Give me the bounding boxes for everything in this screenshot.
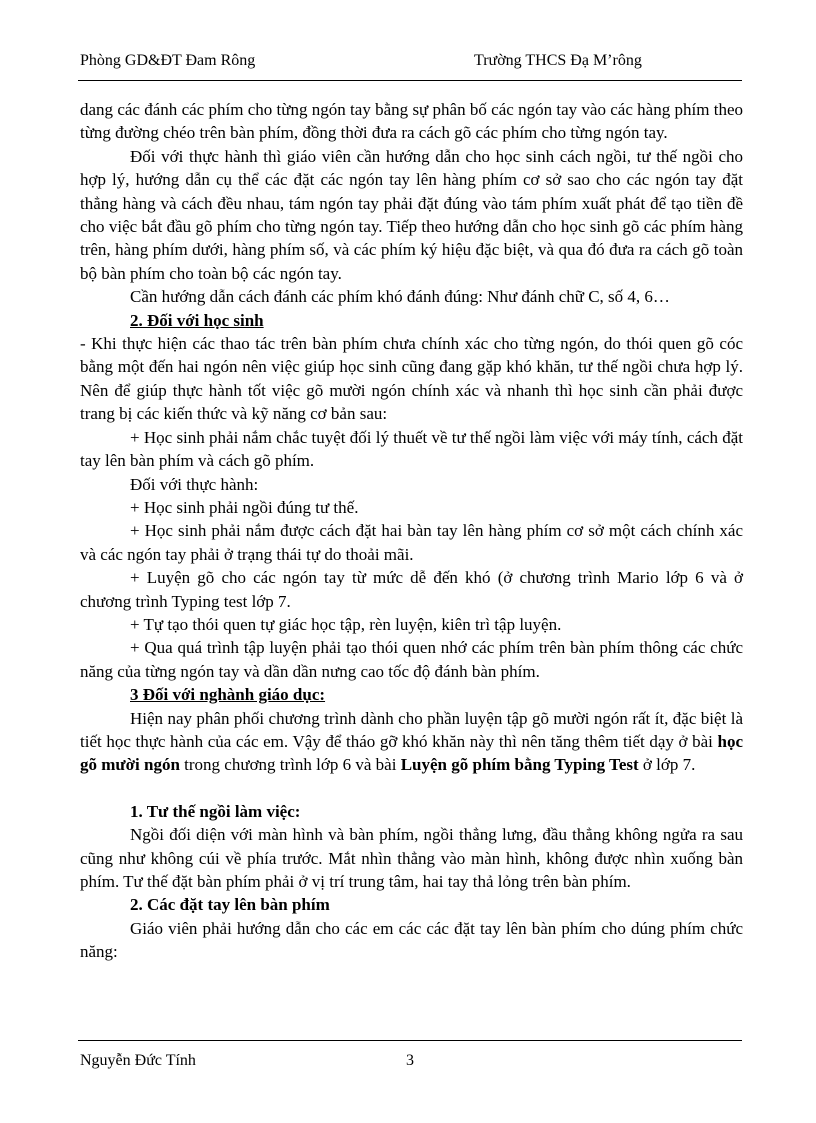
paragraph: dang các đánh các phím cho từng ngón tay bằng sự phân bố các ngón tay vào các hàng phím theo từng đường chéo trên bàn phím, đồng thời đưa ra cách gõ các phím cho từng ngón tay. — [80, 100, 743, 143]
paragraph: Đối với thực hành: — [130, 474, 259, 494]
page-header — [80, 52, 736, 74]
page-number: 3 — [406, 1052, 414, 1069]
paragraph — [80, 707, 743, 777]
list-item: + Tự tạo thói quen tự giác học tập, rèn luyện, kiên trì tập luyện. — [130, 614, 562, 634]
paragraph: Cần hướng dẫn cách đánh các phím khó đánh đúng: Như đánh chữ C, số 4, 6… — [130, 287, 670, 307]
header-school: Trường THCS Đạ M’rông — [474, 52, 642, 69]
footer-divider — [78, 1040, 742, 1041]
bold-text: học gõ mười ngón — [80, 731, 743, 775]
paragraph: - Khi thực hiện các thao tác trên bàn phím chưa chính xác cho từng ngón, do thói quen gõ cóc bằng một đến hai ngón nên việc giúp học sinh cũng đang gặp khó khăn, tư thế ngồi chưa hợp lý. Nên để giúp thực hành tốt việc gõ mười ngón chính xác và nhanh thì học sinh cần phải được trang bị các kiến thức và kỹ năng cơ bản sau: — [80, 334, 743, 424]
text-run: Hiện nay phân phối chương trình dành cho phần luyện tập gõ mười ngón rất ít, đặc biệt là tiết học thực hành của các em. Vậy để tháo gỡ khó khăn này thì nên tăng thêm tiết dạy ở bài — [80, 708, 743, 751]
paragraph: Ngồi đối diện với màn hình và bàn phím, ngồi thẳng lưng, đầu thẳng không ngửa ra sau cũng như không cúi về phía trước. Mắt nhìn thẳng vào màn hình, không được nhìn xuống bàn phím. Tư thế đặt bàn phím phải ở vị trí trung tâm, hai tay thả lỏng trên bàn phím. — [80, 825, 743, 891]
list-item: + Qua quá trình tập luyện phải tạo thói quen nhớ các phím trên bàn phím thông các chức năng của từng ngón tay và dần dần nưng cao tốc độ đánh bàn phím. — [80, 638, 743, 681]
section-heading-education: 3 Đối với nghành giáo dục: — [130, 685, 326, 705]
section-heading-students: 2. Đối với học sinh — [130, 310, 264, 330]
subheading-hand-placement: 2. Các đặt tay lên bàn phím — [130, 895, 330, 915]
bold-text: Luyện gõ phím bằng Typing Test — [400, 755, 639, 775]
text-run: ở lớp 7. — [638, 755, 696, 775]
text-run: trong chương trình lớp 6 và bài — [179, 755, 401, 775]
list-item: + Học sinh phải ngồi đúng tư thế. — [130, 497, 359, 517]
document-body — [80, 98, 743, 964]
footer-author: Nguyễn Đức Tính — [80, 1052, 196, 1069]
list-item: + Học sinh phải nắm được cách đặt hai bàn tay lên hàng phím cơ sở một cách chính xác và các ngón tay phải ở trạng thái tự do thoải mãi. — [80, 521, 743, 564]
list-item: + Luyện gõ cho các ngón tay từ mức dễ đến khó (ở chương trình Mario lớp 6 và ở chương trình Typing test lớp 7. — [80, 568, 743, 611]
paragraph: Giáo viên phải hướng dẫn cho các em các các đặt tay lên bàn phím cho dúng phím chức năng: — [80, 918, 743, 962]
header-department: Phòng GD&ĐT Đam Rông — [80, 52, 256, 69]
spacer — [80, 777, 743, 800]
paragraph: + Học sinh phải nắm chắc tuyệt đối lý thuết về tư thế ngồi làm việc với máy tính, cách đặt tay lên bàn phím và cách gõ phím. — [80, 427, 743, 471]
subheading-posture: 1. Tư thế ngồi làm việc: — [130, 801, 301, 821]
header-divider — [78, 80, 742, 81]
paragraph: Đối với thực hành thì giáo viên cần hướng dẫn cho học sinh cách ngồi, tư thế ngồi cho hợp lý, hướng dẫn cụ thể các đặt các ngón tay lên hàng phím cơ sở sao cho các ngón tay đặt thẳng hàng và cách đều nhau, tám ngón tay phải đặt đúng vào tám phím xuất phát để tạo tiền đề cho việc bắt đầu gõ phím cho từng ngón tay. Tiếp theo hướng dẫn cho học sinh gõ các phím hàng trên, hàng phím dưới, hàng phím số, và các phím ký hiệu đặc biệt, và qua đó đưa ra cách gõ toàn bộ bàn phím cho toàn bộ các ngón tay. — [80, 146, 743, 283]
